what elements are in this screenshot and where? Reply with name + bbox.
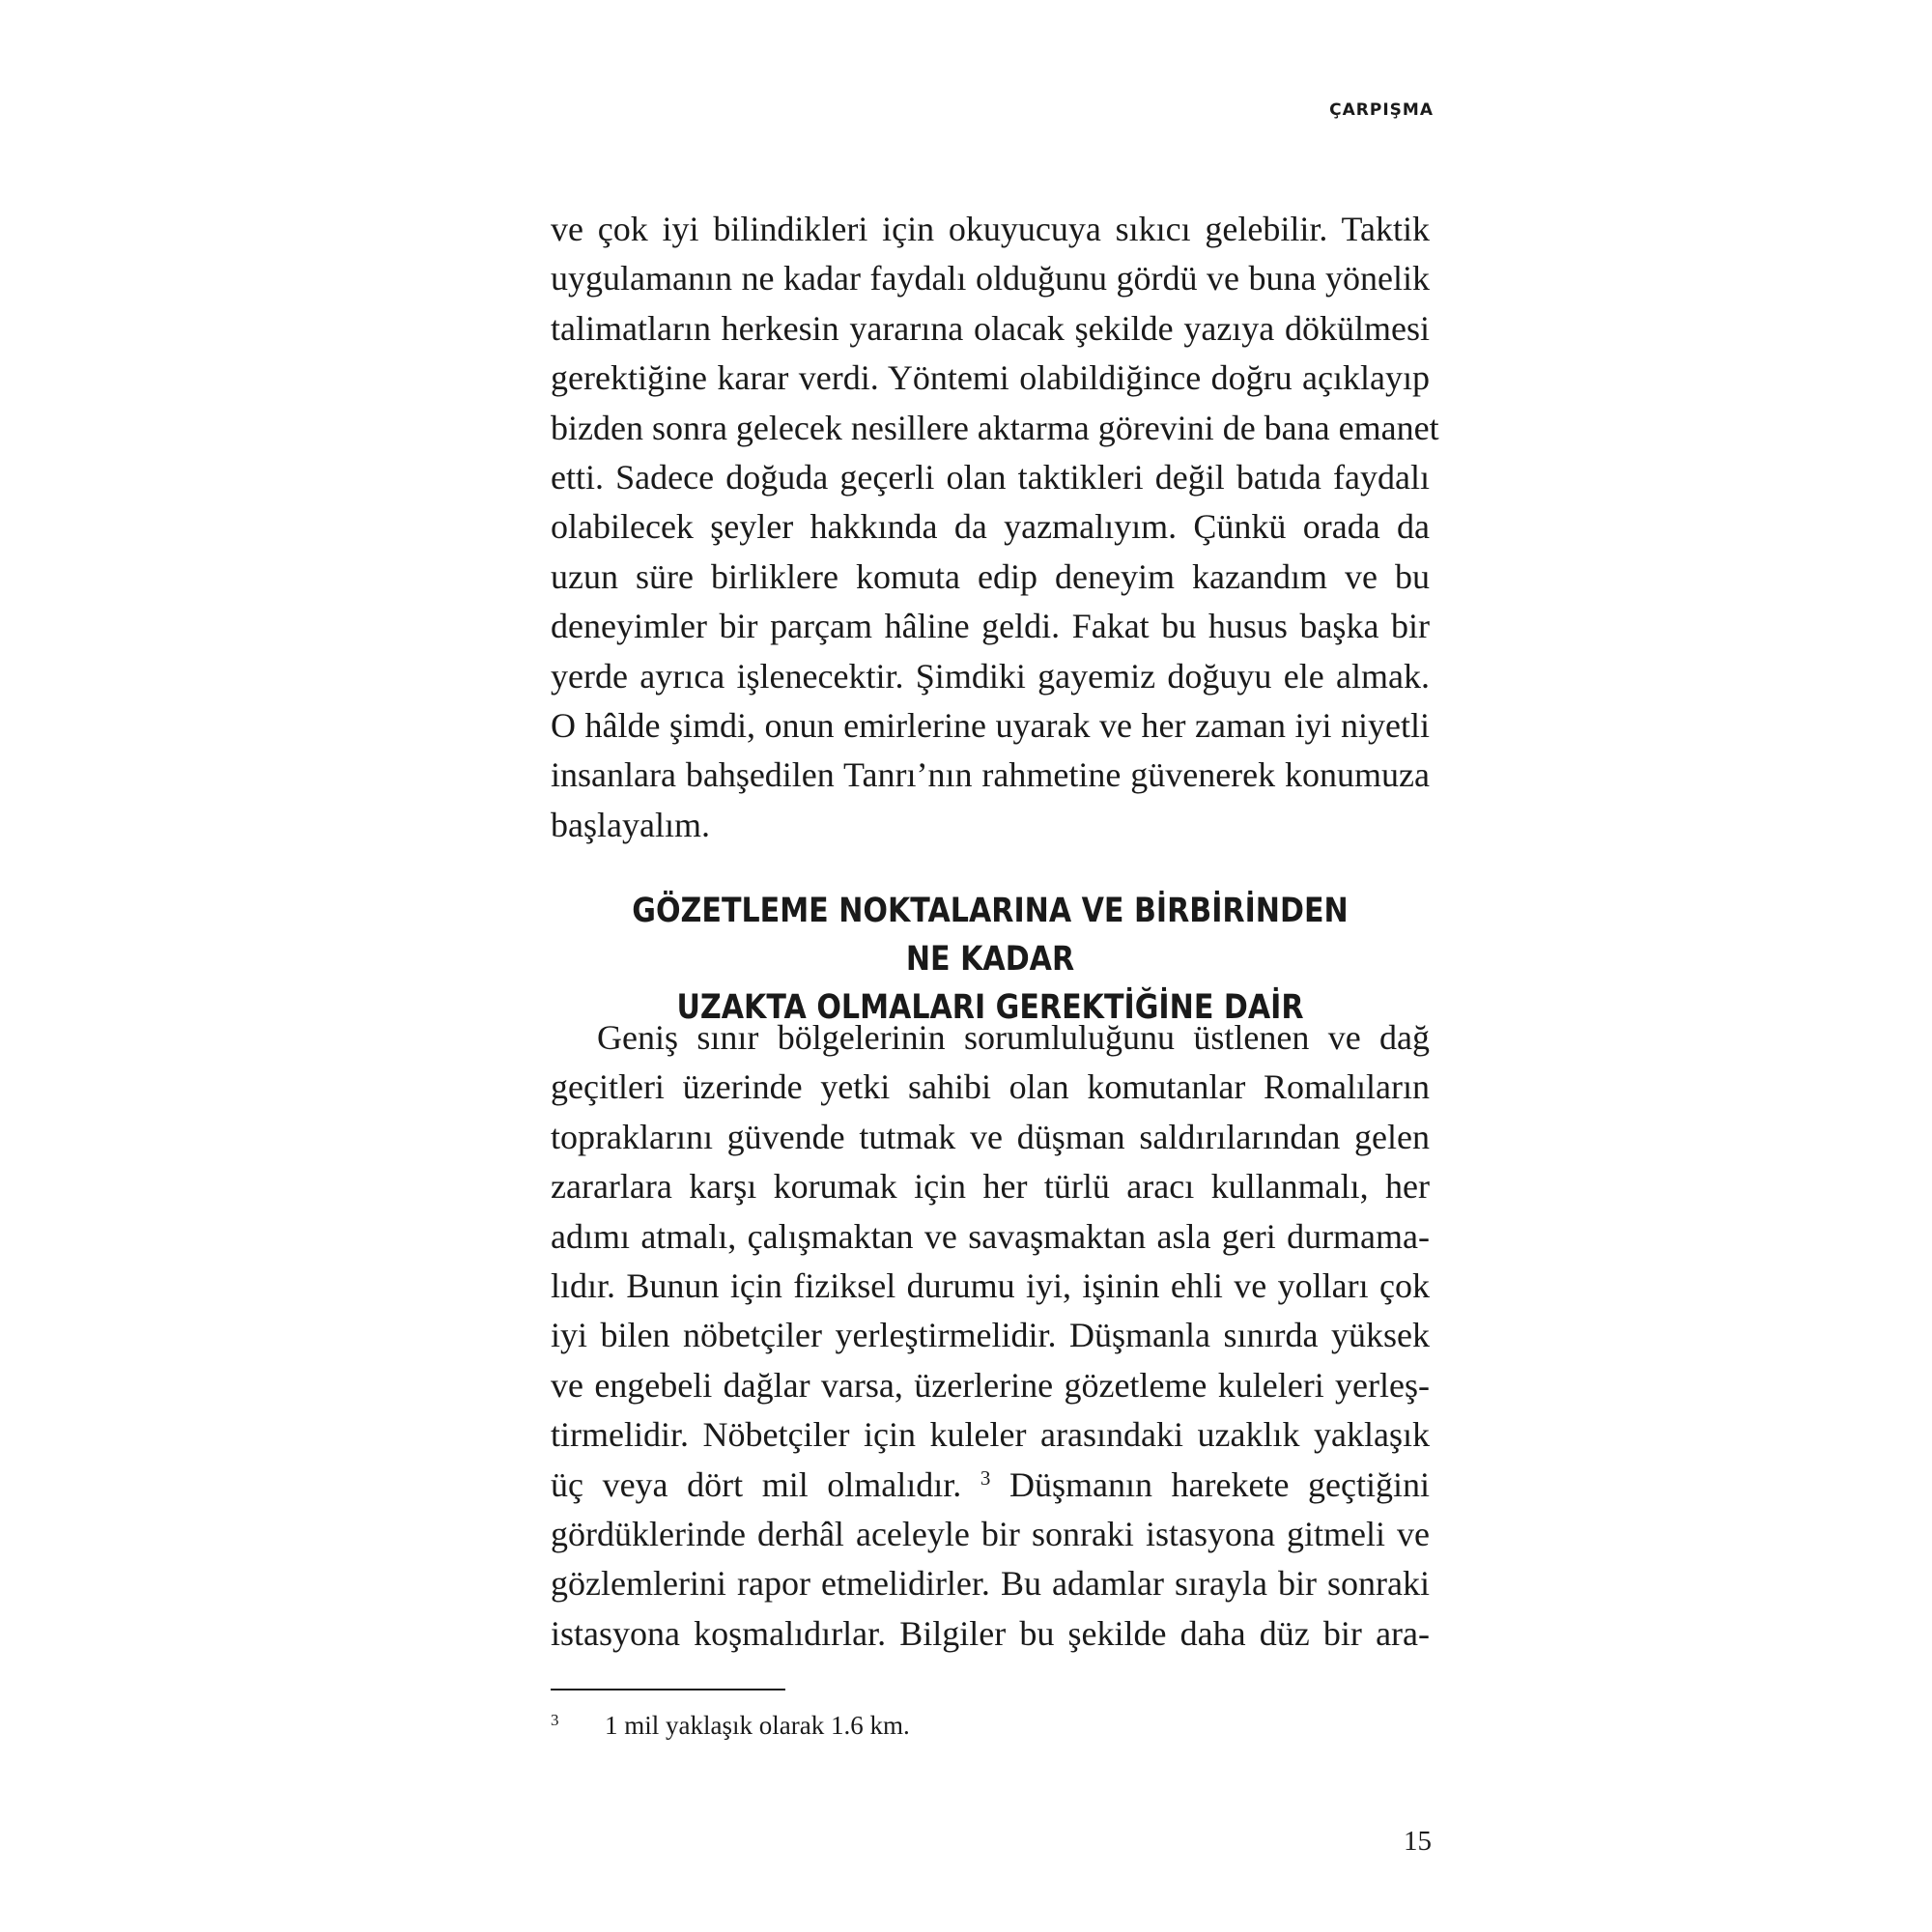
paragraph-1 (551, 205, 1439, 850)
text-line: etti. Sadece doğuda geçerli olan taktikleri değil batıda faydalı (551, 458, 1430, 497)
text-line: talimatların herkesin yararına olacak şekilde yazıya dökülmesi (551, 308, 1430, 348)
text-line: adımı atmalı, çalışmaktan ve savaşmaktan asla geri durmama- (551, 1216, 1430, 1256)
footnote-reference[interactable]: 3 (980, 1465, 991, 1490)
text-line: tirmelidir. Nöbetçiler için kuleler arasındaki uzaklık yaklaşık (551, 1415, 1430, 1455)
text-line: Geniş sınır bölgelerinin sorumluluğunu üstlenen ve dağ (597, 1018, 1430, 1057)
text-line: olabilecek şeyler hakkında da yazmalıyım. Çünkü orada da (551, 507, 1430, 547)
page-number: 15 (1404, 1826, 1432, 1857)
text-line: bizden sonra gelecek nesillere aktarma görevini de bana emanet (551, 408, 1439, 447)
text-line: lıdır. Bunun için fiziksel durumu iyi, işinin ehli ve yolları çok (551, 1266, 1430, 1306)
footnote (551, 1703, 1430, 1743)
text-line: insanlara bahşedilen Tanrı’nın rahmetine güvenerek konumuza (551, 755, 1430, 795)
text-segment: üç veya dört mil olmalıdır. (551, 1464, 962, 1504)
text-line: uygulamanın ne kadar faydalı olduğunu gördü ve buna yönelik (551, 259, 1430, 298)
text-line: geçitleri üzerinde yetki sahibi olan komutanlar Romalıların (551, 1067, 1430, 1107)
text-line: O hâlde şimdi, onun emirlerine uyarak ve her zaman iyi niyetli (551, 706, 1430, 746)
text-line: deneyimler bir parçam hâline geldi. Fakat bu husus başka bir (551, 607, 1430, 646)
paragraph-2 (551, 1013, 1430, 1659)
text-line: gözlemlerini rapor etmelidirler. Bu adamlar sırayla bir sonraki (551, 1564, 1430, 1604)
text-line: topraklarını güvende tutmak ve düşman saldırılarından gelen (551, 1117, 1430, 1156)
text-line-with-footnote-ref (551, 1461, 1430, 1510)
section-heading-line-2: UZAKTA OLMALARI GEREKTİĞİNE DAİR (676, 988, 1304, 1027)
text-line: iyi bilen nöbetçiler yerleştirmelidir. Düşmanla sınırda yüksek (551, 1316, 1430, 1355)
text-line: ve engebeli dağlar varsa, üzerlerine gözetleme kuleleri yerleş- (551, 1365, 1430, 1405)
footnote-text: 1 mil yaklaşık olarak 1.6 km. (605, 1711, 910, 1740)
text-segment: Düşmanın harekete geçtiğini (1009, 1464, 1431, 1504)
text-line: başlayalım. (551, 805, 710, 844)
footnote-divider (551, 1689, 785, 1690)
text-line: gördüklerinde derhâl aceleyle bir sonraki istasyona gitmeli ve (551, 1515, 1430, 1554)
section-heading (612, 887, 1369, 1032)
text-line: ve çok iyi bilindikleri için okuyucuya sıkıcı gelebilir. Taktik (551, 210, 1430, 248)
text-line: istasyona koşmalıdırlar. Bilgiler bu şekilde daha düz bir ara- (551, 1613, 1430, 1653)
running-header: ÇARPIŞMA (1329, 100, 1434, 120)
text-line: yerde ayrıca işlenecektir. Şimdiki gayemiz doğuyu ele almak. (551, 656, 1430, 696)
text-line: zararlara karşı korumak için her türlü aracı kullanmalı, her (551, 1167, 1430, 1207)
footnote-marker: 3 (551, 1711, 559, 1729)
text-line: gerektiğine karar verdi. Yöntemi olabildiğince doğru açıklayıp (551, 358, 1430, 398)
text-line: uzun süre birliklere komuta edip deneyim kazandım ve bu (551, 556, 1430, 596)
section-heading-line-1: GÖZETLEME NOKTALARINA VE BİRBİRİNDEN NE KADAR (632, 892, 1349, 979)
